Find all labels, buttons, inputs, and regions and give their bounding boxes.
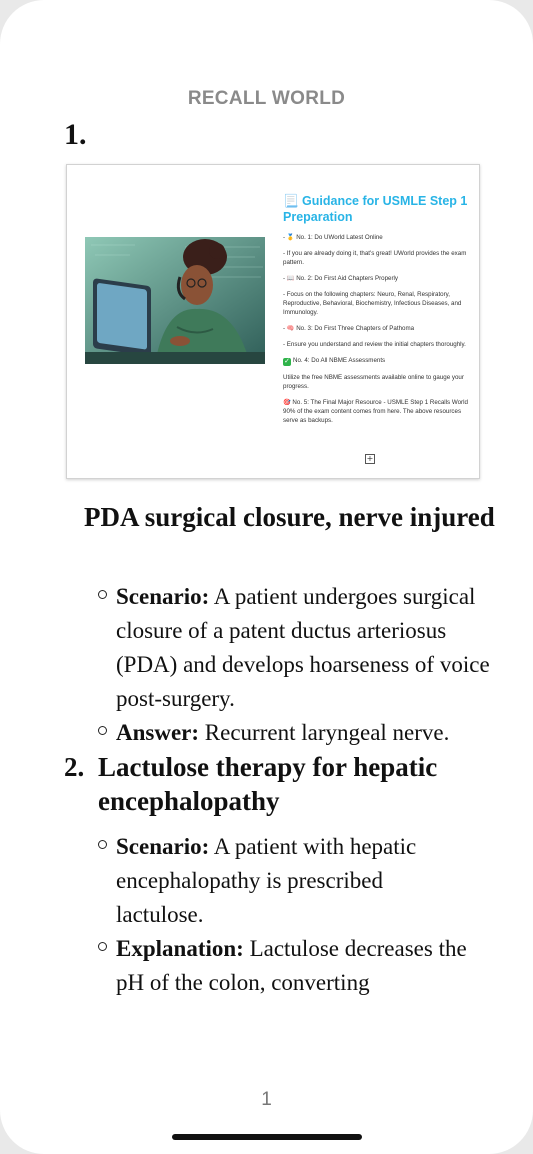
- guide-line: - If you are already doing it, that's great! UWorld provides the exam pattern.: [283, 250, 467, 266]
- guidance-title: 📃 Guidance for USMLE Step 1 Preparation: [283, 194, 468, 224]
- scenario-text: A patient undergoes surgical closure of a patent ductus arteriosus (PDA) and develops hoarseness of voice post-surgery.: [116, 584, 490, 711]
- topic2-title-text: Lactulose therapy for hepatic encephalopathy: [98, 752, 438, 816]
- topic2-title: [98, 750, 498, 818]
- guide-line: No. 4: Do All NBME Assessments: [293, 357, 386, 364]
- answer-label: Answer:: [116, 720, 200, 745]
- topic2-explanation: [116, 932, 486, 1000]
- document-title: RECALL WORLD: [187, 88, 346, 109]
- home-indicator[interactable]: [172, 1134, 362, 1140]
- scenario-label: Scenario:: [116, 584, 210, 609]
- topic2-number: 2.: [64, 752, 85, 782]
- explanation-text: Lactulose decreases the pH of the colon, converting: [116, 936, 467, 995]
- checkmark-icon: ✓: [284, 358, 290, 365]
- topic1-scenario: [116, 580, 496, 716]
- topic1-answer: [116, 716, 496, 750]
- bullet-icon: [98, 590, 107, 599]
- guide-line: Utilize the free NBME assessments available online to gauge your progress.: [283, 374, 464, 390]
- section-number-1: 1.: [64, 118, 87, 151]
- guide-line: - Focus on the following chapters: Neuro, Renal, Respiratory, Reproductive, Behavioral, Biochemistry, Infectious Diseases, and Immunology.: [283, 291, 462, 316]
- guide-line: 🎯 No. 5: The Final Major Resource - USMLE Step 1 Recalls World 90% of the exam content comes from here. The above resources serve as backups.: [283, 399, 468, 424]
- guidance-text: [283, 193, 473, 432]
- bullet-icon: [98, 840, 107, 849]
- plus-box-icon: +: [366, 454, 374, 463]
- guide-line: - 🥇 No. 1: Do UWorld Latest Online: [283, 234, 383, 241]
- scenario-text: A patient with hepatic encephalopathy is prescribed lactulose.: [116, 834, 417, 927]
- studying-illustration: [85, 237, 265, 364]
- guide-line: - 📖 No. 2: Do First Aid Chapters Properly: [283, 275, 398, 282]
- page-number: 1: [261, 1089, 272, 1110]
- topic1-title: PDA surgical closure, nerve injured: [84, 502, 495, 532]
- guide-line-nbme: [283, 356, 473, 366]
- guide-line: - Ensure you understand and review the initial chapters thoroughly.: [283, 341, 466, 348]
- topic2-scenario: [116, 830, 476, 932]
- scenario-label: Scenario:: [116, 834, 210, 859]
- explanation-label: Explanation:: [116, 936, 244, 961]
- guide-line: - 🧠 No. 3: Do First Three Chapters of Pathoma: [283, 325, 415, 332]
- answer-text: Recurrent laryngeal nerve.: [199, 720, 450, 745]
- bullet-icon: [98, 726, 107, 735]
- embedded-guidance-image: [66, 164, 480, 479]
- bullet-icon: [98, 942, 107, 951]
